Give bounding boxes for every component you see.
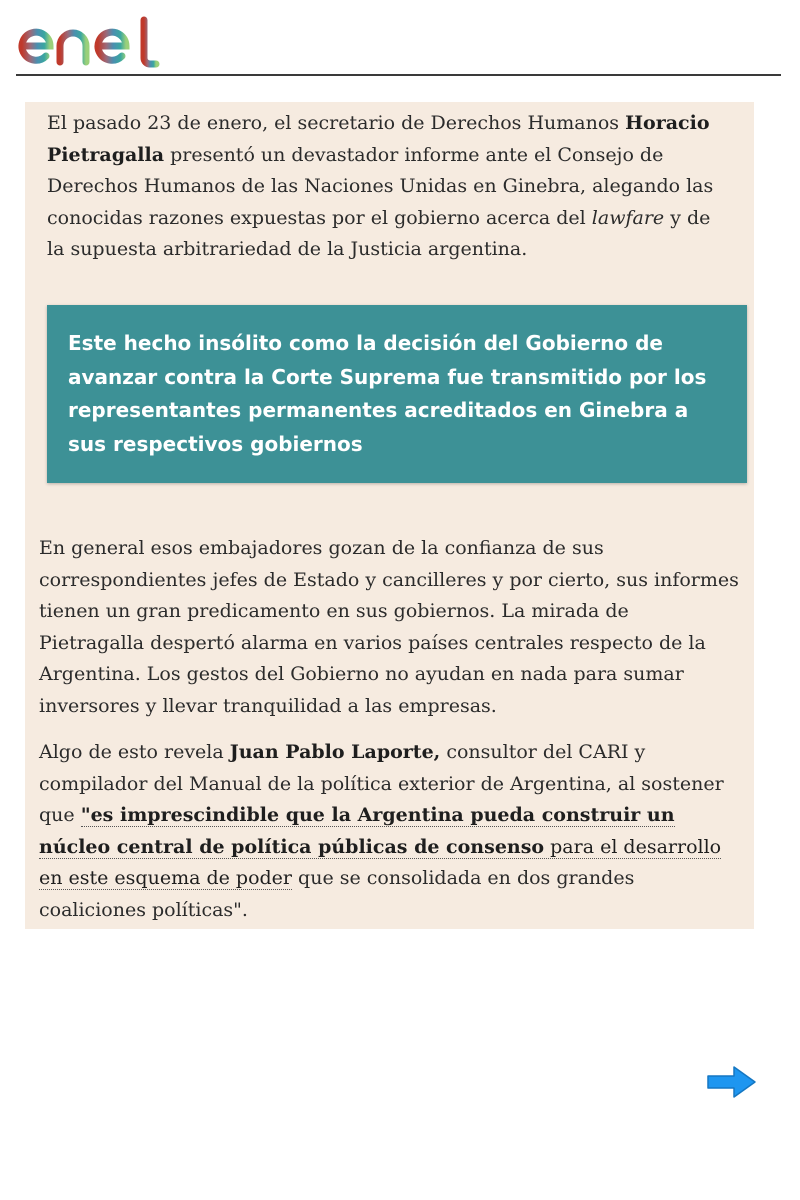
arrow-right-icon[interactable] (704, 1064, 758, 1100)
quote-link[interactable]: "es imprescindible que la Argentina pueda construir un núcleo central de política públicas de consenso para el desarrollo en este esquema de poder (39, 804, 722, 889)
site-header (0, 0, 800, 76)
header-divider (16, 74, 781, 76)
lawfare-term: lawfare (591, 206, 665, 229)
article-body (25, 102, 754, 929)
paragraph-embassadors: En general esos embajadores gozan de la confianza de sus correspondientes jefes de Estado y cancilleres y por cierto, sus informes tienen un gran predicamento en sus gobiernos. La mirada de Pietragalla despertó alarma en varios países centrales respecto de la Argentina. Los gestos del Gobierno no ayudan en nada para sumar inversores y llevar tranquilidad a las empresas. (39, 537, 739, 717)
person-name-laporte: Juan Pablo Laporte, (229, 741, 441, 763)
enel-logo[interactable] (16, 14, 172, 70)
paragraph-laporte: Algo de esto revela Juan Pablo Laporte, consultor del CARI y compilador del Manual de la política exterior de Argentina, al sostener que "es imprescindible que la Argentina pueda construir un núcleo central de política públicas de consenso para el desarrollo en este esquema de poder que se consolidada en dos grandes coaliciones políticas". (39, 741, 724, 921)
pull-quote (47, 305, 747, 483)
paragraph-intro: El pasado 23 de enero, el secretario de Derechos Humanos Horacio Pietragalla presentó un devastador informe ante el Consejo de Derechos Humanos de las Naciones Unidas en Ginebra, alegando las conocidas razones expuestas por el gobierno acerca del lawfare y de la supuesta arbitrariedad de la Justicia argentina. (47, 112, 714, 260)
pull-quote-text: Este hecho insólito como la decisión del Gobierno de avanzar contra la Corte Suprema fue transmitido por los representantes permanentes acreditados en Ginebra a sus respectivos gobiernos (68, 331, 707, 456)
person-name-pietragalla: Horacio Pietragalla (47, 112, 710, 166)
